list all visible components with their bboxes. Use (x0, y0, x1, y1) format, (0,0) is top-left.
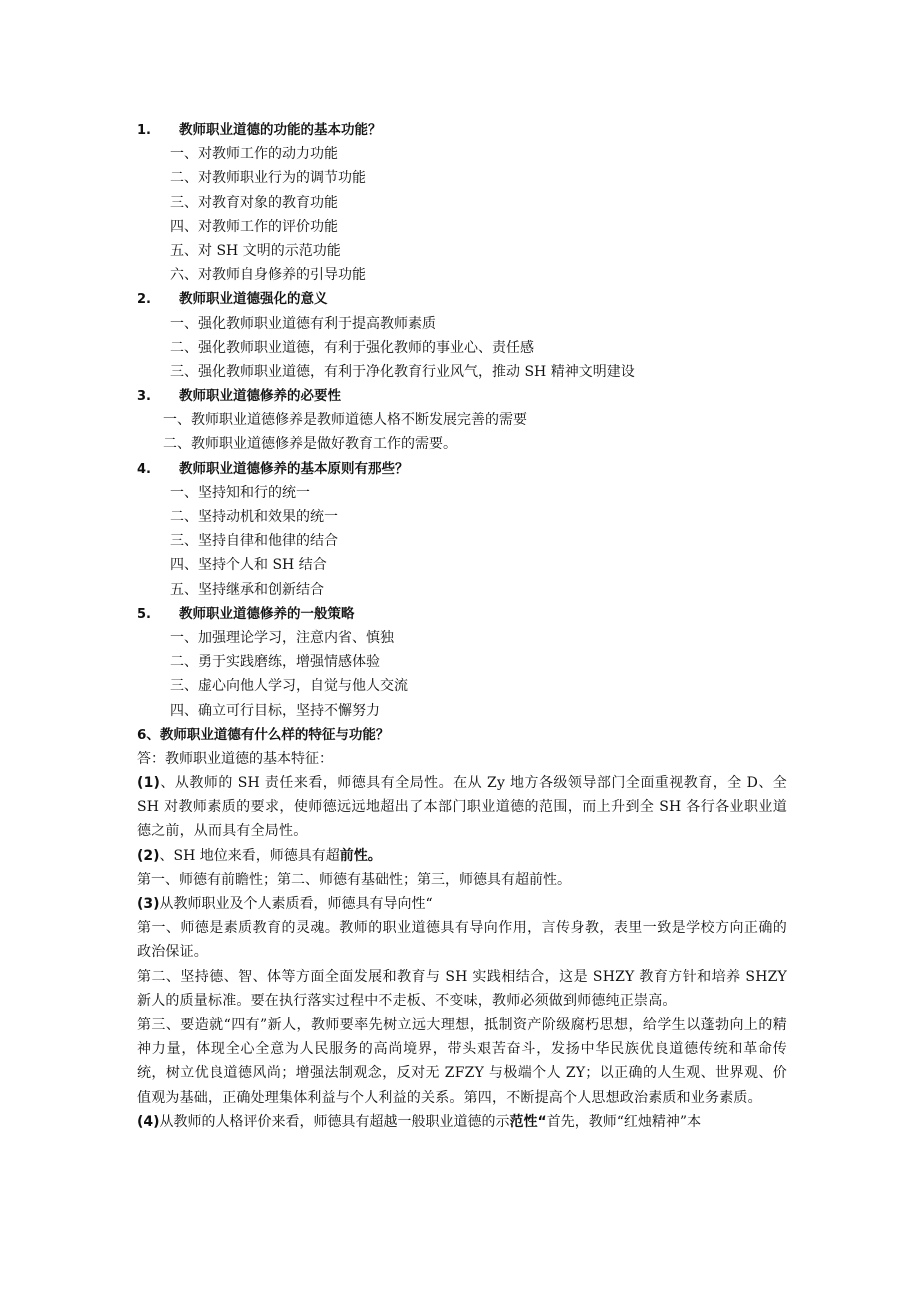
question-title: 6、教师职业道德有什么样的特征与功能？ (137, 726, 390, 743)
list-item: 一、教师职业道德修养是教师道德人格不断发展完善的需要 (163, 412, 527, 429)
paragraph-2-detail: 第一、师德有前瞻性；第二、师德有基础性；第三，师德具有超前性。 (137, 871, 571, 888)
paragraph-bold-text: 前性。 (339, 847, 382, 864)
paragraph-text: 、从教师的 SH 责任来看，师德具有全局性。在从 Zy 地方各级领导部门全面重视教育，全 D、全 SH 对教师素质的要求，使师德远远地超出了本部门职业道德的范围，而上升到全 SH 各行各业职业道德之前，从而具有全局性。 (137, 775, 787, 840)
paragraph-text: 从教师的人格评价来看，师德具有超越一般职业道德的示 (159, 1113, 510, 1130)
list-item: 三、强化教师职业道德，有利于净化教育行业风气，推动 SH 精神文明建设 (170, 363, 635, 380)
document-body (137, 118, 787, 1134)
paragraph-3-point-2: 第二、坚持德、智、体等方面全面发展和教育与 SH 实践相结合，这是 SHZY 教育方针和培养 SHZY 新人的质量标准。要在执行落实过程中不走板、不变味，教师必须做到师德纯正崇高。 (137, 968, 787, 1009)
paragraph-bold-text: 范性“ (509, 1113, 547, 1130)
paragraph-marker: (1) (137, 775, 161, 792)
paragraph-text: 从教师职业及个人素质看，师德具有导向性“ (159, 896, 433, 913)
list-item: 二、坚持动机和效果的统一 (170, 509, 338, 525)
paragraph-4 (137, 1110, 787, 1134)
list-item: 四、对教师工作的评价功能 (170, 218, 338, 235)
paragraph-3-point-3: 第三、要造就“四有”新人，教师要率先树立远大理想，抵制资产阶级腐朽思想，给学生以蓬勃向上的精神力量，体现全心全意为人民服务的高尚境界，带头艰苦奋斗，发扬中华民族优良道德传统和革命传统，树立优良道德风尚；增强法制观念，反对无 ZFZY 与极端个人 ZY；以正确的人生观、世界观、价值观为基础，正确处理集体利益与个人利益的关系。第四，不断提高个人思想政治素质和业务素质。 (137, 1017, 787, 1106)
section-title: 教师职业道德修养的一般策略 (179, 605, 355, 622)
list-item: 三、坚持自律和他律的结合 (170, 533, 338, 550)
section-number: 4. (137, 461, 151, 477)
section-heading (137, 118, 787, 142)
section-heading (137, 457, 787, 481)
paragraph-1 (137, 771, 787, 844)
list-item: 五、坚持继承和创新结合 (170, 581, 324, 598)
paragraph-marker: (2) (137, 847, 160, 864)
section-title: 教师职业道德的功能的基本功能？ (179, 122, 382, 138)
section-heading (137, 384, 787, 408)
list-item: 二、教师职业道德修养是做好教育工作的需要。 (163, 436, 457, 453)
list-item: 二、勇于实践磨练，增强情感体验 (170, 654, 380, 671)
paragraph-text: 、SH 地位来看，师德具有超 (159, 847, 340, 864)
section-heading (137, 602, 787, 626)
section-number: 3. (137, 389, 151, 405)
list-item: 一、坚持知和行的统一 (170, 484, 310, 501)
list-item: 三、对教育对象的教育功能 (170, 194, 338, 211)
list-item: 六、对教师自身修养的引导功能 (170, 267, 366, 284)
section-title: 教师职业道德修养的基本原则有那些？ (179, 460, 409, 477)
section-number: 2. (137, 292, 151, 308)
list-item: 三、虚心向他人学习，自觉与他人交流 (170, 678, 408, 695)
list-item: 四、坚持个人和 SH 结合 (170, 557, 327, 574)
section-heading (137, 287, 787, 311)
paragraph-2 (137, 844, 787, 868)
list-item: 一、强化教师职业道德有利于提高教师素质 (170, 315, 436, 332)
paragraph-tail-text: 首先，教师“红烛精神”本 (546, 1113, 702, 1130)
section-number: 1. (137, 123, 151, 138)
section-number: 5. (137, 606, 151, 622)
list-item: 二、强化教师职业道德，有利于强化教师的事业心、责任感 (170, 339, 534, 356)
paragraph-marker: (3) (137, 896, 160, 913)
list-item: 一、对教师工作的动力功能 (170, 146, 338, 163)
paragraph-3 (137, 892, 787, 916)
section-title: 教师职业道德修养的必要性 (179, 388, 341, 405)
answer-intro: 答：教师职业道德的基本特征： (137, 750, 333, 767)
list-item: 二、对教师职业行为的调节功能 (170, 170, 366, 187)
list-item: 五、对 SH 文明的示范功能 (170, 242, 341, 259)
paragraph-marker: (4) (137, 1113, 160, 1130)
section-title: 教师职业道德强化的意义 (179, 291, 328, 308)
list-item: 四、确立可行目标，坚持不懈努力 (170, 702, 380, 719)
paragraph-3-point-1: 第一、师德是素质教育的灵魂。教师的职业道德具有导向作用，言传身教，表里一致是学校方向正确的政治保证。 (137, 920, 787, 961)
list-item: 一、加强理论学习，注意内省、慎独 (170, 629, 394, 646)
